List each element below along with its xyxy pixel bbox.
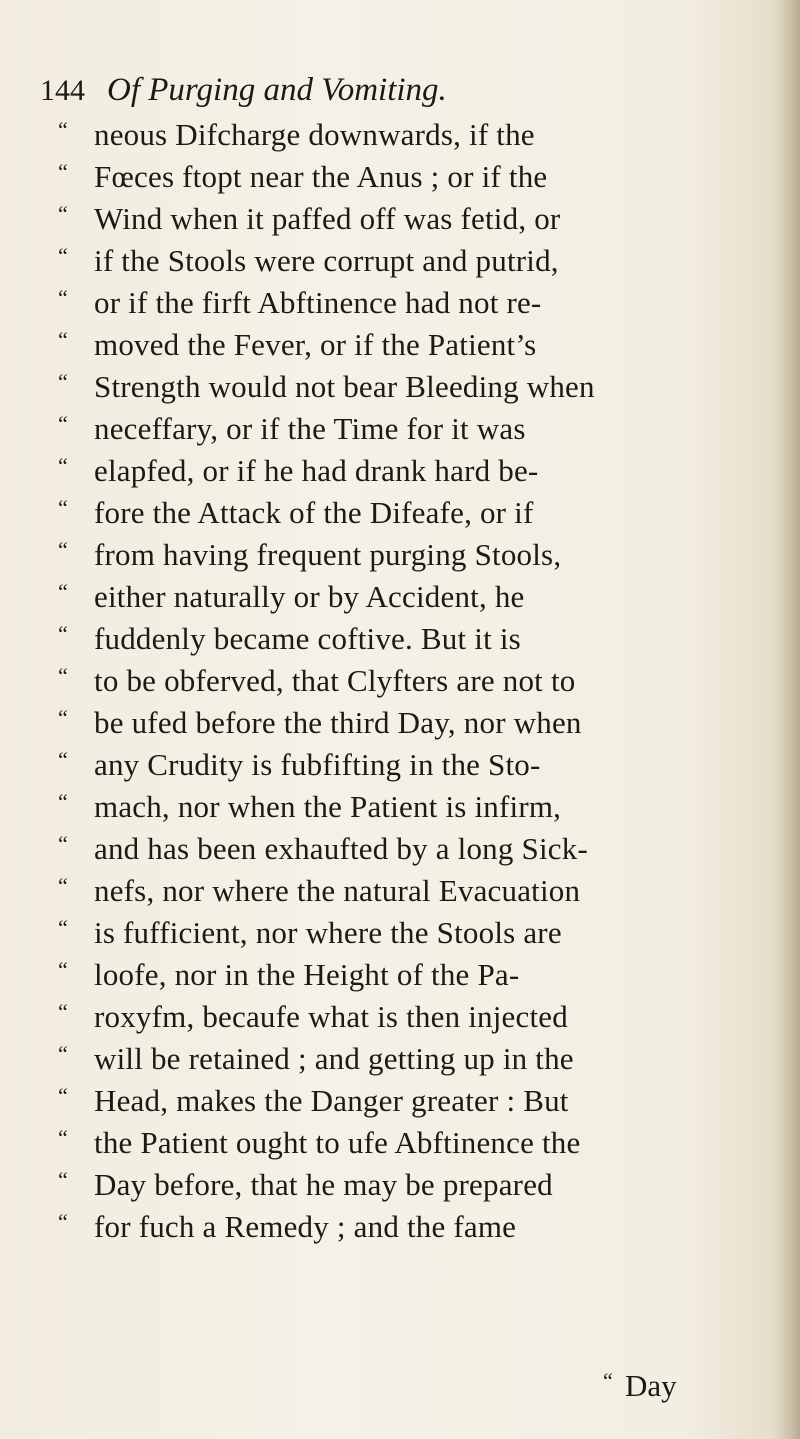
catchword-text: Day — [625, 1368, 677, 1403]
running-title: Of Purging and Vomiting. — [107, 72, 447, 108]
text-line — [58, 240, 786, 282]
line-text: Wind when it paffed off was fetid, or — [94, 201, 561, 236]
quotation-mark: “ — [58, 957, 68, 982]
quotation-mark: “ — [58, 915, 68, 940]
line-text: to be obferved, that Clyfters are not to — [94, 663, 576, 698]
quotation-mark: “ — [58, 411, 68, 436]
text-line — [58, 1080, 786, 1122]
text-line — [58, 954, 786, 996]
quotation-mark: “ — [58, 579, 68, 604]
quotation-mark: “ — [58, 1209, 68, 1234]
text-line — [58, 156, 786, 198]
quotation-mark: “ — [58, 327, 68, 352]
quotation-mark: “ — [58, 201, 68, 226]
quotation-mark: “ — [603, 1368, 613, 1393]
quotation-mark: “ — [58, 747, 68, 772]
text-line — [58, 702, 786, 744]
quotation-mark: “ — [58, 243, 68, 268]
line-text: fore the Attack of the Difeafe, or if — [94, 495, 534, 530]
text-line — [58, 114, 786, 156]
quotation-mark: “ — [58, 117, 68, 142]
line-text: nefs, nor where the natural Evacuation — [94, 873, 581, 908]
line-text: if the Stools were corrupt and putrid, — [94, 243, 559, 278]
line-text: the Patient ought to ufe Abftinence the — [94, 1125, 581, 1160]
quotation-mark: “ — [58, 453, 68, 478]
line-text: elapfed, or if he had drank hard be- — [94, 453, 539, 488]
line-text: will be retained ; and getting up in the — [94, 1041, 574, 1076]
line-text: mach, nor when the Patient is infirm, — [94, 789, 562, 824]
line-text: for fuch a Remedy ; and the fame — [94, 1209, 517, 1244]
line-text: either naturally or by Accident, he — [94, 579, 525, 614]
text-line — [58, 870, 786, 912]
line-text: or if the firft Abftinence had not re- — [94, 285, 542, 320]
text-line — [58, 1206, 786, 1248]
text-line — [58, 282, 786, 324]
quotation-mark: “ — [58, 663, 68, 688]
quotation-mark: “ — [58, 285, 68, 310]
text-line — [58, 366, 786, 408]
line-text: is fufficient, nor where the Stools are — [94, 915, 562, 950]
quotation-mark: “ — [58, 873, 68, 898]
line-text: neceffary, or if the Time for it was — [94, 411, 526, 446]
body-text — [58, 114, 786, 1248]
line-text: and has been exhaufted by a long Sick- — [94, 831, 588, 866]
text-line — [58, 198, 786, 240]
quotation-mark: “ — [58, 1083, 68, 1108]
text-line — [58, 324, 786, 366]
line-text: fuddenly became coftive. But it is — [94, 621, 521, 656]
quotation-mark: “ — [58, 1041, 68, 1066]
text-line — [58, 618, 786, 660]
text-line — [58, 576, 786, 618]
text-line — [58, 660, 786, 702]
text-line — [58, 912, 786, 954]
text-line — [58, 492, 786, 534]
quotation-mark: “ — [58, 495, 68, 520]
quotation-mark: “ — [58, 789, 68, 814]
quotation-mark: “ — [58, 1125, 68, 1150]
quotation-mark: “ — [58, 999, 68, 1024]
line-text: Strength would not bear Bleeding when — [94, 369, 595, 404]
quotation-mark: “ — [58, 159, 68, 184]
quotation-mark: “ — [58, 831, 68, 856]
line-text: loofe, nor in the Height of the Pa- — [94, 957, 520, 992]
text-line — [58, 996, 786, 1038]
quotation-mark: “ — [58, 621, 68, 646]
text-line — [58, 408, 786, 450]
text-line — [58, 1038, 786, 1080]
line-text: be ufed before the third Day, nor when — [94, 705, 582, 740]
text-line — [58, 1164, 786, 1206]
quotation-mark: “ — [58, 369, 68, 394]
line-text: Head, makes the Danger greater : But — [94, 1083, 569, 1118]
page-header — [40, 72, 447, 112]
text-line — [58, 1122, 786, 1164]
text-line — [58, 534, 786, 576]
page-number: 144 — [40, 74, 85, 107]
quotation-mark: “ — [58, 705, 68, 730]
quotation-mark: “ — [58, 537, 68, 562]
line-text: roxyfm, becaufe what is then injected — [94, 999, 568, 1034]
text-line — [58, 450, 786, 492]
line-text: any Crudity is fubfifting in the Sto- — [94, 747, 541, 782]
text-line — [58, 786, 786, 828]
catchword — [603, 1365, 677, 1407]
line-text: Day before, that he may be prepared — [94, 1167, 553, 1202]
line-text: from having frequent purging Stools, — [94, 537, 562, 572]
text-line — [58, 744, 786, 786]
line-text: Fœces ftopt near the Anus ; or if the — [94, 159, 548, 194]
line-text: moved the Fever, or if the Patient’s — [94, 327, 537, 362]
quotation-mark: “ — [58, 1167, 68, 1192]
line-text: neous Difcharge downwards, if the — [94, 117, 535, 152]
text-line — [58, 828, 786, 870]
